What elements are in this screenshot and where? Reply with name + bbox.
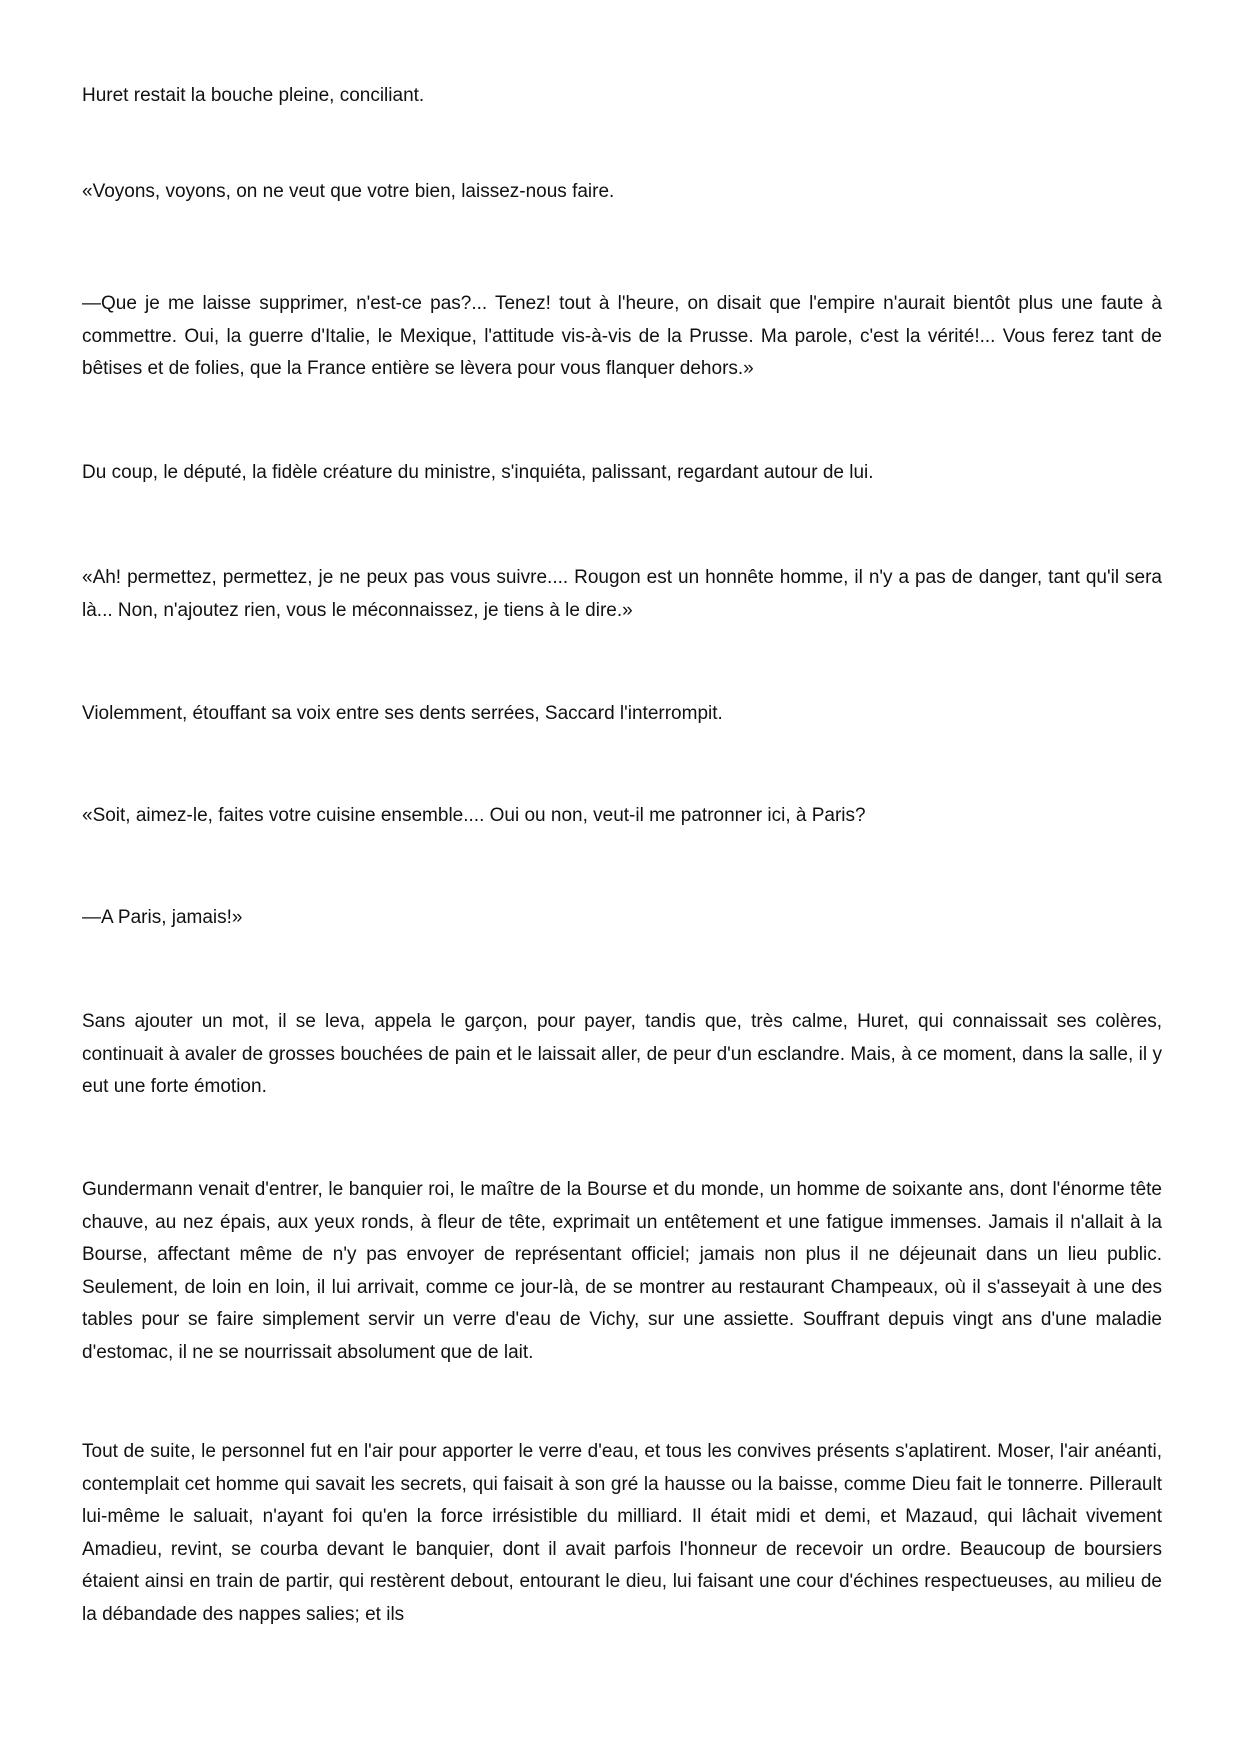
paragraph-11: Tout de suite, le personnel fut en l'air pour apporter le verre d'eau, et tous les convives présents s'aplatirent. Moser, l'air anéanti, contemplait cet homme qui savait les secrets, qui faisait à son gré la hausse ou la baisse, comme Dieu fait le tonnerre. Pillerault lui-même le saluait, n'ayant foi qu'en la force irrésistible du milliard. Il était midi et demi, et Mazaud, qui lâchait vivement Amadieu, revint, se courba devant le banquier, dont il avait parfois l'honneur de recevoir un ordre. Beaucoup de boursiers étaient ainsi en train de partir, qui restèrent debout, entourant le dieu, lui faisant une cour d'échines respectueuses, au milieu de la débandade des nappes salies; et ils bbox=[82, 1441, 1162, 1625]
paragraph-10: Gundermann venait d'entrer, le banquier roi, le maître de la Bourse et du monde, un homme de soixante ans, dont l'énorme tête chauve, au nez épais, aux yeux ronds, à fleur de tête, exprimait un entêtement et une fatigue immenses. Jamais il n'allait à la Bourse, affectant même de n'y pas envoyer de représentant officiel; jamais non plus il ne déjeunait dans un lieu public. Seulement, de loin en loin, il lui arrivait, comme ce jour-là, de se montrer au restaurant Champeaux, où il s'asseyait à une des tables pour se faire simplement servir un verre d'eau de Vichy, sur une assiette. Souffrant depuis vingt ans d'une maladie d'estomac, il ne se nourrissait absolument que de lait. bbox=[82, 1179, 1162, 1363]
paragraph-6: Violemment, étouffant sa voix entre ses dents serrées, Saccard l'interrompit. bbox=[82, 703, 723, 724]
paragraph-5: «Ah! permettez, permettez, je ne peux pas vous suivre.... Rougon est un honnête homme, il n'y a pas de danger, tant qu'il sera là... Non, n'ajoutez rien, vous le méconnaissez, je tiens à le dire.» bbox=[82, 567, 1162, 621]
paragraph-1: Huret restait la bouche pleine, conciliant. bbox=[82, 85, 425, 106]
paragraph-8: —A Paris, jamais!» bbox=[82, 907, 243, 928]
paragraph-7: «Soit, aimez-le, faites votre cuisine ensemble.... Oui ou non, veut-il me patronner ici, à Paris? bbox=[82, 805, 866, 826]
paragraph-3: —Que je me laisse supprimer, n'est-ce pas?... Tenez! tout à l'heure, on disait que l'empire n'aurait bientôt plus une faute à commettre. Oui, la guerre d'Italie, le Mexique, l'attitude vis-à-vis de la Prusse. Ma parole, c'est la vérité!... Vous ferez tant de bêtises et de folies, que la France entière se lèvera pour vous flanquer dehors.» bbox=[82, 293, 1162, 379]
paragraph-4: Du coup, le député, la fidèle créature du ministre, s'inquiéta, palissant, regardant autour de lui. bbox=[82, 462, 874, 483]
paragraph-2: «Voyons, voyons, on ne veut que votre bien, laissez-nous faire. bbox=[82, 181, 615, 202]
document-page bbox=[82, 0, 1162, 1755]
paragraph-9: Sans ajouter un mot, il se leva, appela le garçon, pour payer, tandis que, très calme, Huret, qui connaissait ses colères, continuait à avaler de grosses bouchées de pain et le laissait aller, de peur d'un esclandre. Mais, à ce moment, dans la salle, il y eut une forte émotion. bbox=[82, 1011, 1162, 1097]
